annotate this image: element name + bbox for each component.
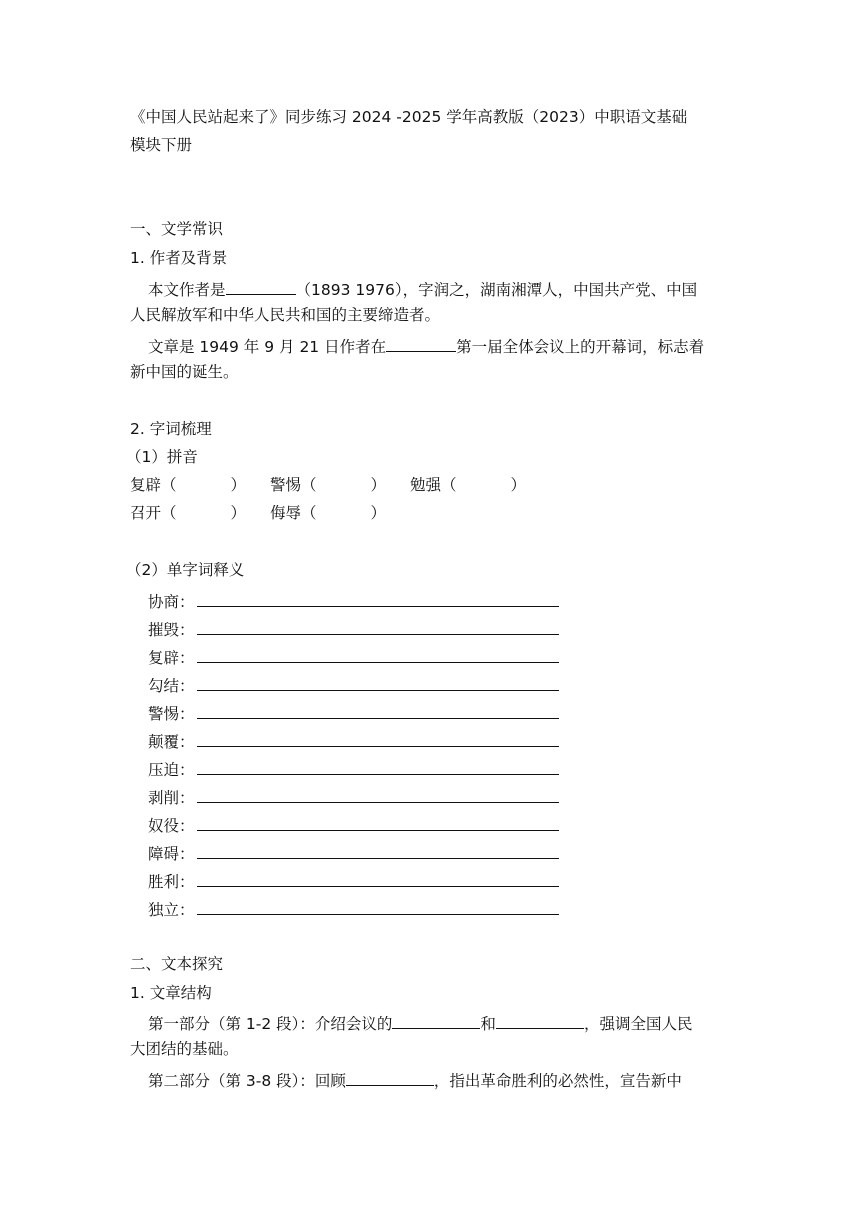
paragraph-author-line-1: [148, 276, 697, 301]
definition-row: [148, 616, 559, 641]
definition-row: [148, 840, 559, 865]
paragraph-background-line-1: [148, 333, 704, 358]
structure-blank-3[interactable]: [346, 1067, 434, 1086]
definition-word: 奴役：: [148, 817, 195, 835]
definition-word: 警惕：: [148, 705, 195, 723]
section-heading-literary-knowledge: 一、文学常识: [130, 220, 224, 238]
pinyin-item: [130, 502, 270, 524]
pinyin-heading: （1）拼音: [126, 448, 198, 466]
definition-row: [148, 644, 559, 669]
definition-word: 压迫：: [148, 761, 195, 779]
pinyin-item: [270, 502, 410, 524]
pinyin-item: [270, 474, 410, 496]
definition-word: 复辟：: [148, 649, 195, 667]
meeting-name-blank[interactable]: [386, 333, 456, 352]
definition-word: 摧毁：: [148, 621, 195, 639]
paragraph-text: 本文作者是: [148, 281, 226, 299]
definition-word: 障碍：: [148, 845, 195, 863]
definition-word: 颠覆：: [148, 733, 195, 751]
definition-word: 勾结：: [148, 677, 195, 695]
definition-blank[interactable]: [197, 700, 559, 719]
definition-row: [148, 896, 559, 921]
definition-row: [148, 672, 559, 697]
pinyin-word: 勉强（: [410, 476, 457, 494]
definition-row: [148, 700, 559, 725]
paragraph-text: ，强调全国人民: [583, 1015, 693, 1033]
paragraph-text: 第一届全体会议上的开幕词，标志着: [456, 338, 705, 356]
definition-word: 剥削：: [148, 789, 195, 807]
pinyin-word: 侮辱（: [270, 504, 317, 522]
paragraph-text: ，指出革命胜利的必然性，宣告新中: [433, 1072, 682, 1090]
definition-blank[interactable]: [197, 616, 559, 635]
structure-part-2-line-1: [148, 1067, 682, 1092]
definition-blank[interactable]: [197, 784, 559, 803]
pinyin-row-2: [130, 502, 410, 524]
paren-close: ）: [370, 476, 387, 494]
paren-close: ）: [230, 504, 247, 522]
definition-blank[interactable]: [197, 896, 559, 915]
definition-row: [148, 588, 559, 613]
definition-blank[interactable]: [197, 868, 559, 887]
paragraph-text: 文章是 1949 年 9 月 21 日作者在: [148, 338, 387, 356]
paren-close: ）: [370, 504, 387, 522]
paragraph-text: 第一部分（第 1-2 段）：介绍会议的: [148, 1015, 393, 1033]
structure-part-1-line-1: [148, 1010, 692, 1035]
definition-blank[interactable]: [197, 588, 559, 607]
definition-blank[interactable]: [197, 756, 559, 775]
definition-blank[interactable]: [197, 728, 559, 747]
section-heading-text-exploration: 二、文本探究: [130, 955, 224, 973]
definition-word: 独立：: [148, 901, 195, 919]
structure-part-1-line-2: 大团结的基础。: [130, 1040, 239, 1058]
paren-close: ）: [510, 476, 527, 494]
paragraph-author-line-2: 人民解放军和中华人民共和国的主要缔造者。: [130, 306, 441, 324]
pinyin-item: [410, 474, 550, 496]
definition-row: [148, 868, 559, 893]
structure-blank-1[interactable]: [392, 1010, 480, 1029]
pinyin-word: 召开（: [130, 504, 177, 522]
paragraph-text: 第二部分（第 3-8 段）：回顾: [148, 1072, 346, 1090]
paragraph-text: （1893 1976），字润之，湖南湘潭人，中国共产党、中国: [295, 281, 698, 299]
pinyin-word: 警惕（: [270, 476, 317, 494]
author-name-blank[interactable]: [226, 276, 296, 295]
definition-blank[interactable]: [197, 672, 559, 691]
subheading-article-structure: 1. 文章结构: [130, 984, 212, 1002]
definition-blank[interactable]: [197, 812, 559, 831]
paragraph-text: 和: [480, 1015, 496, 1033]
definition-word: 协商：: [148, 593, 195, 611]
definition-blank[interactable]: [197, 644, 559, 663]
subheading-word-review: 2. 字词梳理: [130, 420, 212, 438]
pinyin-row-1: [130, 474, 550, 496]
definition-word: 胜利：: [148, 873, 195, 891]
definition-heading: （2）单字词释义: [126, 561, 245, 579]
pinyin-word: 复辟（: [130, 476, 177, 494]
document-title-line-2: 模块下册: [130, 136, 193, 154]
definition-row: [148, 728, 559, 753]
paren-close: ）: [230, 476, 247, 494]
paragraph-background-line-2: 新中国的诞生。: [130, 363, 239, 381]
definition-row: [148, 784, 559, 809]
definition-row: [148, 812, 559, 837]
definition-row: [148, 756, 559, 781]
document-title-line-1: 《中国人民站起来了》同步练习 2024 -2025 学年高教版（2023）中职语文基础: [130, 108, 688, 126]
pinyin-item: [130, 474, 270, 496]
subheading-author-background: 1. 作者及背景: [130, 249, 228, 267]
structure-blank-2[interactable]: [496, 1010, 584, 1029]
definition-blank[interactable]: [197, 840, 559, 859]
